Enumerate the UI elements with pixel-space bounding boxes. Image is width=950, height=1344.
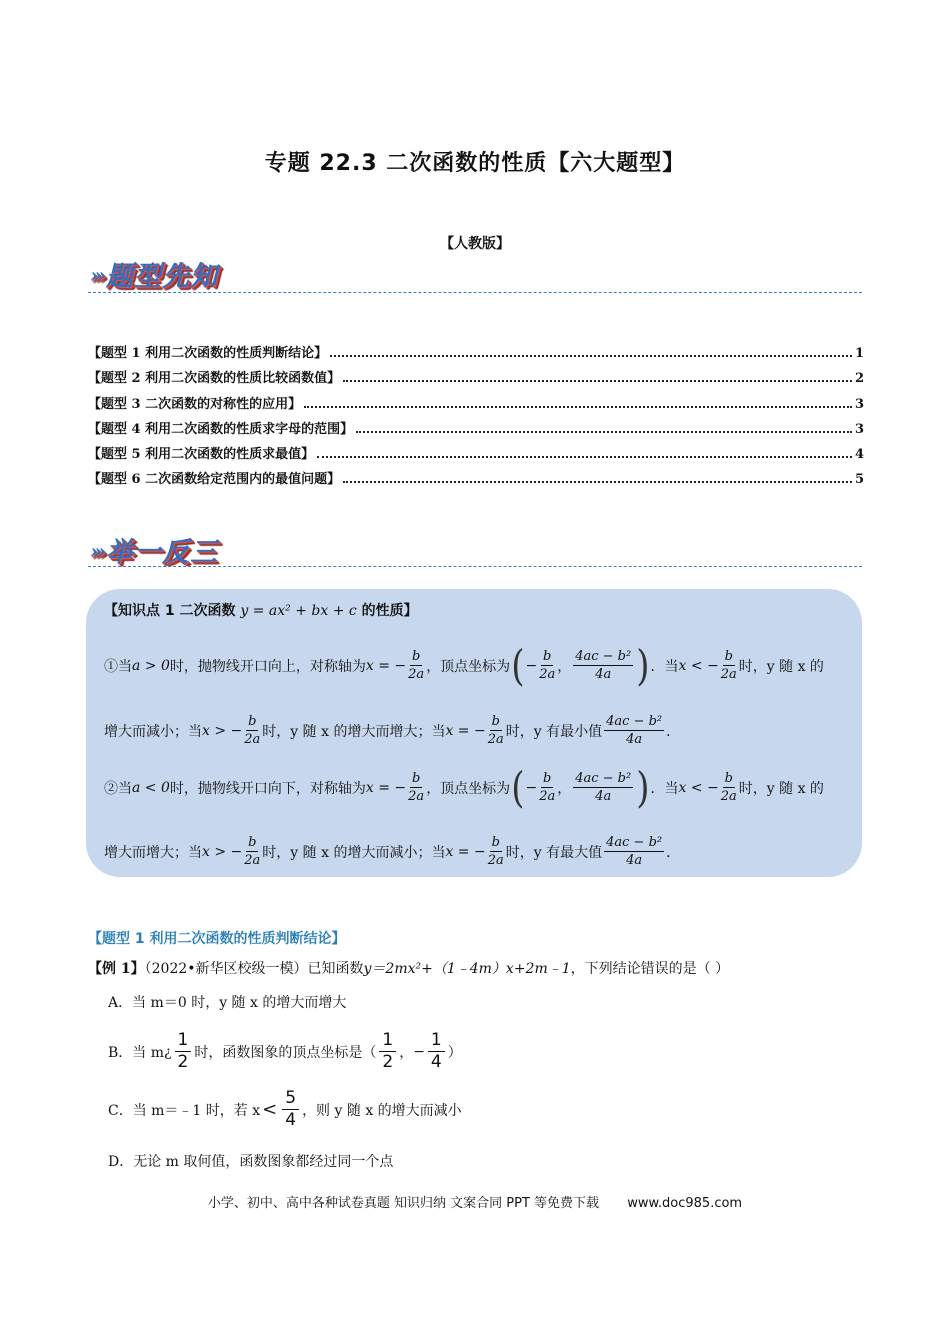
fraction: $\frac{b}{2a}$ bbox=[720, 771, 737, 804]
fraction: $\frac{b}{2a}$ bbox=[539, 771, 556, 804]
fraction: $\frac{b}{2a}$ bbox=[487, 714, 504, 747]
banner-preview-text: 题型先知 bbox=[106, 261, 218, 292]
fraction: $\frac{\text{4ac − b²}}{4a}$ bbox=[575, 771, 632, 804]
fraction: 5 4 bbox=[282, 1088, 299, 1131]
banner-preview bbox=[90, 254, 218, 293]
divider bbox=[88, 292, 862, 293]
toc-item[interactable]: 【题型 2 利用二次函数的性质比较函数值】 2 bbox=[88, 371, 864, 387]
divider bbox=[88, 566, 862, 567]
fraction: $\frac{\text{4ac − b²}}{4a}$ bbox=[575, 649, 632, 682]
banner-practice-text: 举一反三 bbox=[106, 537, 218, 568]
table-of-contents bbox=[88, 342, 864, 494]
fraction: $\frac{b}{2a}$ bbox=[720, 649, 737, 682]
option-b[interactable]: B．当 m ¿ 1 2 时，函数图象的顶点坐标是（ 1 2 ， − $\frac{1}{4}$ ） bbox=[108, 1030, 462, 1072]
edition-label: 【人教版】 bbox=[440, 236, 510, 252]
page-footer: 小学、初中、高中各种试卷真题 知识归纳 文案合同 PPT 等免费下载 www.doc985.com bbox=[207, 1196, 743, 1211]
toc-item[interactable]: 【题型 3 二次函数的对称性的应用】 3 bbox=[88, 396, 864, 412]
knowledge-line-4: 增大而增大；当 x > − $\frac{b}{2a}$ 时， y 随 x 的增大而减小；当 x = − $\frac{b}{2a}$ 时， y 有最大值 $\frac{\text{4ac − b²}}{4a}$ ． bbox=[104, 835, 681, 868]
toc-item[interactable]: 【题型 6 二次函数给定范围内的最值问题】 5 bbox=[88, 472, 864, 488]
fraction: 1 2 bbox=[379, 1030, 396, 1073]
knowledge-line-2: 增大而减小；当 x > − $\frac{b}{2a}$ 时， y 随 x 的增大而增大；当 x = − $\frac{b}{2a}$ 时， y 有最小值 $\frac{\text{4ac − b²}}{4a}$ ． bbox=[104, 714, 681, 747]
example-question: 【例 1】（2022•新华区校级一模）已知函数y＝2mx²+（1﹣4m）x+2m﹣1，下列结论错误的是（ ） bbox=[88, 961, 730, 977]
option-c[interactable]: C．当 m＝﹣1 时，若 x < 5 4 ，则 y 随 x 的增大而减小 bbox=[108, 1088, 462, 1130]
fraction: $\frac{b}{2a}$ bbox=[539, 649, 556, 682]
fraction: $\frac{b}{2a}$ bbox=[408, 771, 425, 804]
toc-item[interactable]: 【题型 1 利用二次函数的性质判断结论】 1 bbox=[88, 346, 864, 361]
toc-item[interactable]: 【题型 5 利用二次函数的性质求最值】 4 bbox=[88, 447, 864, 463]
toc-item[interactable]: 【题型 4 利用二次函数的性质求字母的范围】 3 bbox=[88, 421, 864, 437]
fraction: $\frac{1}{4}$ bbox=[428, 1030, 445, 1073]
knowledge-line-3: ②当 a < 0 时，抛物线开口向下，对称轴为 x = − $\frac{b}{2a}$ ，顶点坐标为 ( − $\frac{b}{2a}$ ， $\frac{\text{4ac − b²}}{4a}$ ) ．当 x < − $\frac{b}{2a}$ 时， y 随 x 的 bbox=[104, 762, 824, 813]
fraction: $\frac{\text{4ac − b²}}{4a}$ bbox=[606, 835, 663, 868]
fraction: $\frac{b}{2a}$ bbox=[244, 835, 261, 868]
fraction: $\frac{\text{4ac − b²}}{4a}$ bbox=[606, 714, 663, 747]
option-a[interactable]: A．当 m＝0 时，y 随 x 的增大而增大 bbox=[108, 995, 347, 1011]
option-d[interactable]: D．无论 m 取何值，函数图象都经过同一个点 bbox=[108, 1154, 394, 1170]
footer-link[interactable]: www.doc985.com bbox=[627, 1196, 743, 1211]
knowledge-line-1: ①当 a > 0 时，抛物线开口向上，对称轴为 x = − $\frac{b}{2a}$ ，顶点坐标为 ( − $\frac{b}{2a}$ ， $\frac{\text{4ac − b²}}{4a}$ ) ．当 x < − $\frac{b}{2a}$ 时， y 随 x 的 bbox=[104, 640, 824, 691]
fraction: $\frac{b}{2a}$ bbox=[408, 649, 425, 682]
banner-practice bbox=[90, 530, 218, 569]
knowledge-title: 【知识点 1 二次函数 y = ax² + bx + c 的性质】 bbox=[104, 603, 418, 619]
fraction: 1 2 bbox=[175, 1030, 192, 1073]
page-title: 专题 22.3 二次函数的性质【六大题型】 bbox=[264, 151, 686, 176]
fraction: $\frac{b}{2a}$ bbox=[244, 714, 261, 747]
section-heading: 【题型 1 利用二次函数的性质判断结论】 bbox=[88, 931, 346, 947]
banner-arrows-icon: ››› bbox=[90, 539, 102, 563]
fraction: $\frac{b}{2a}$ bbox=[487, 835, 504, 868]
banner-arrows-icon: ››› bbox=[90, 263, 102, 287]
